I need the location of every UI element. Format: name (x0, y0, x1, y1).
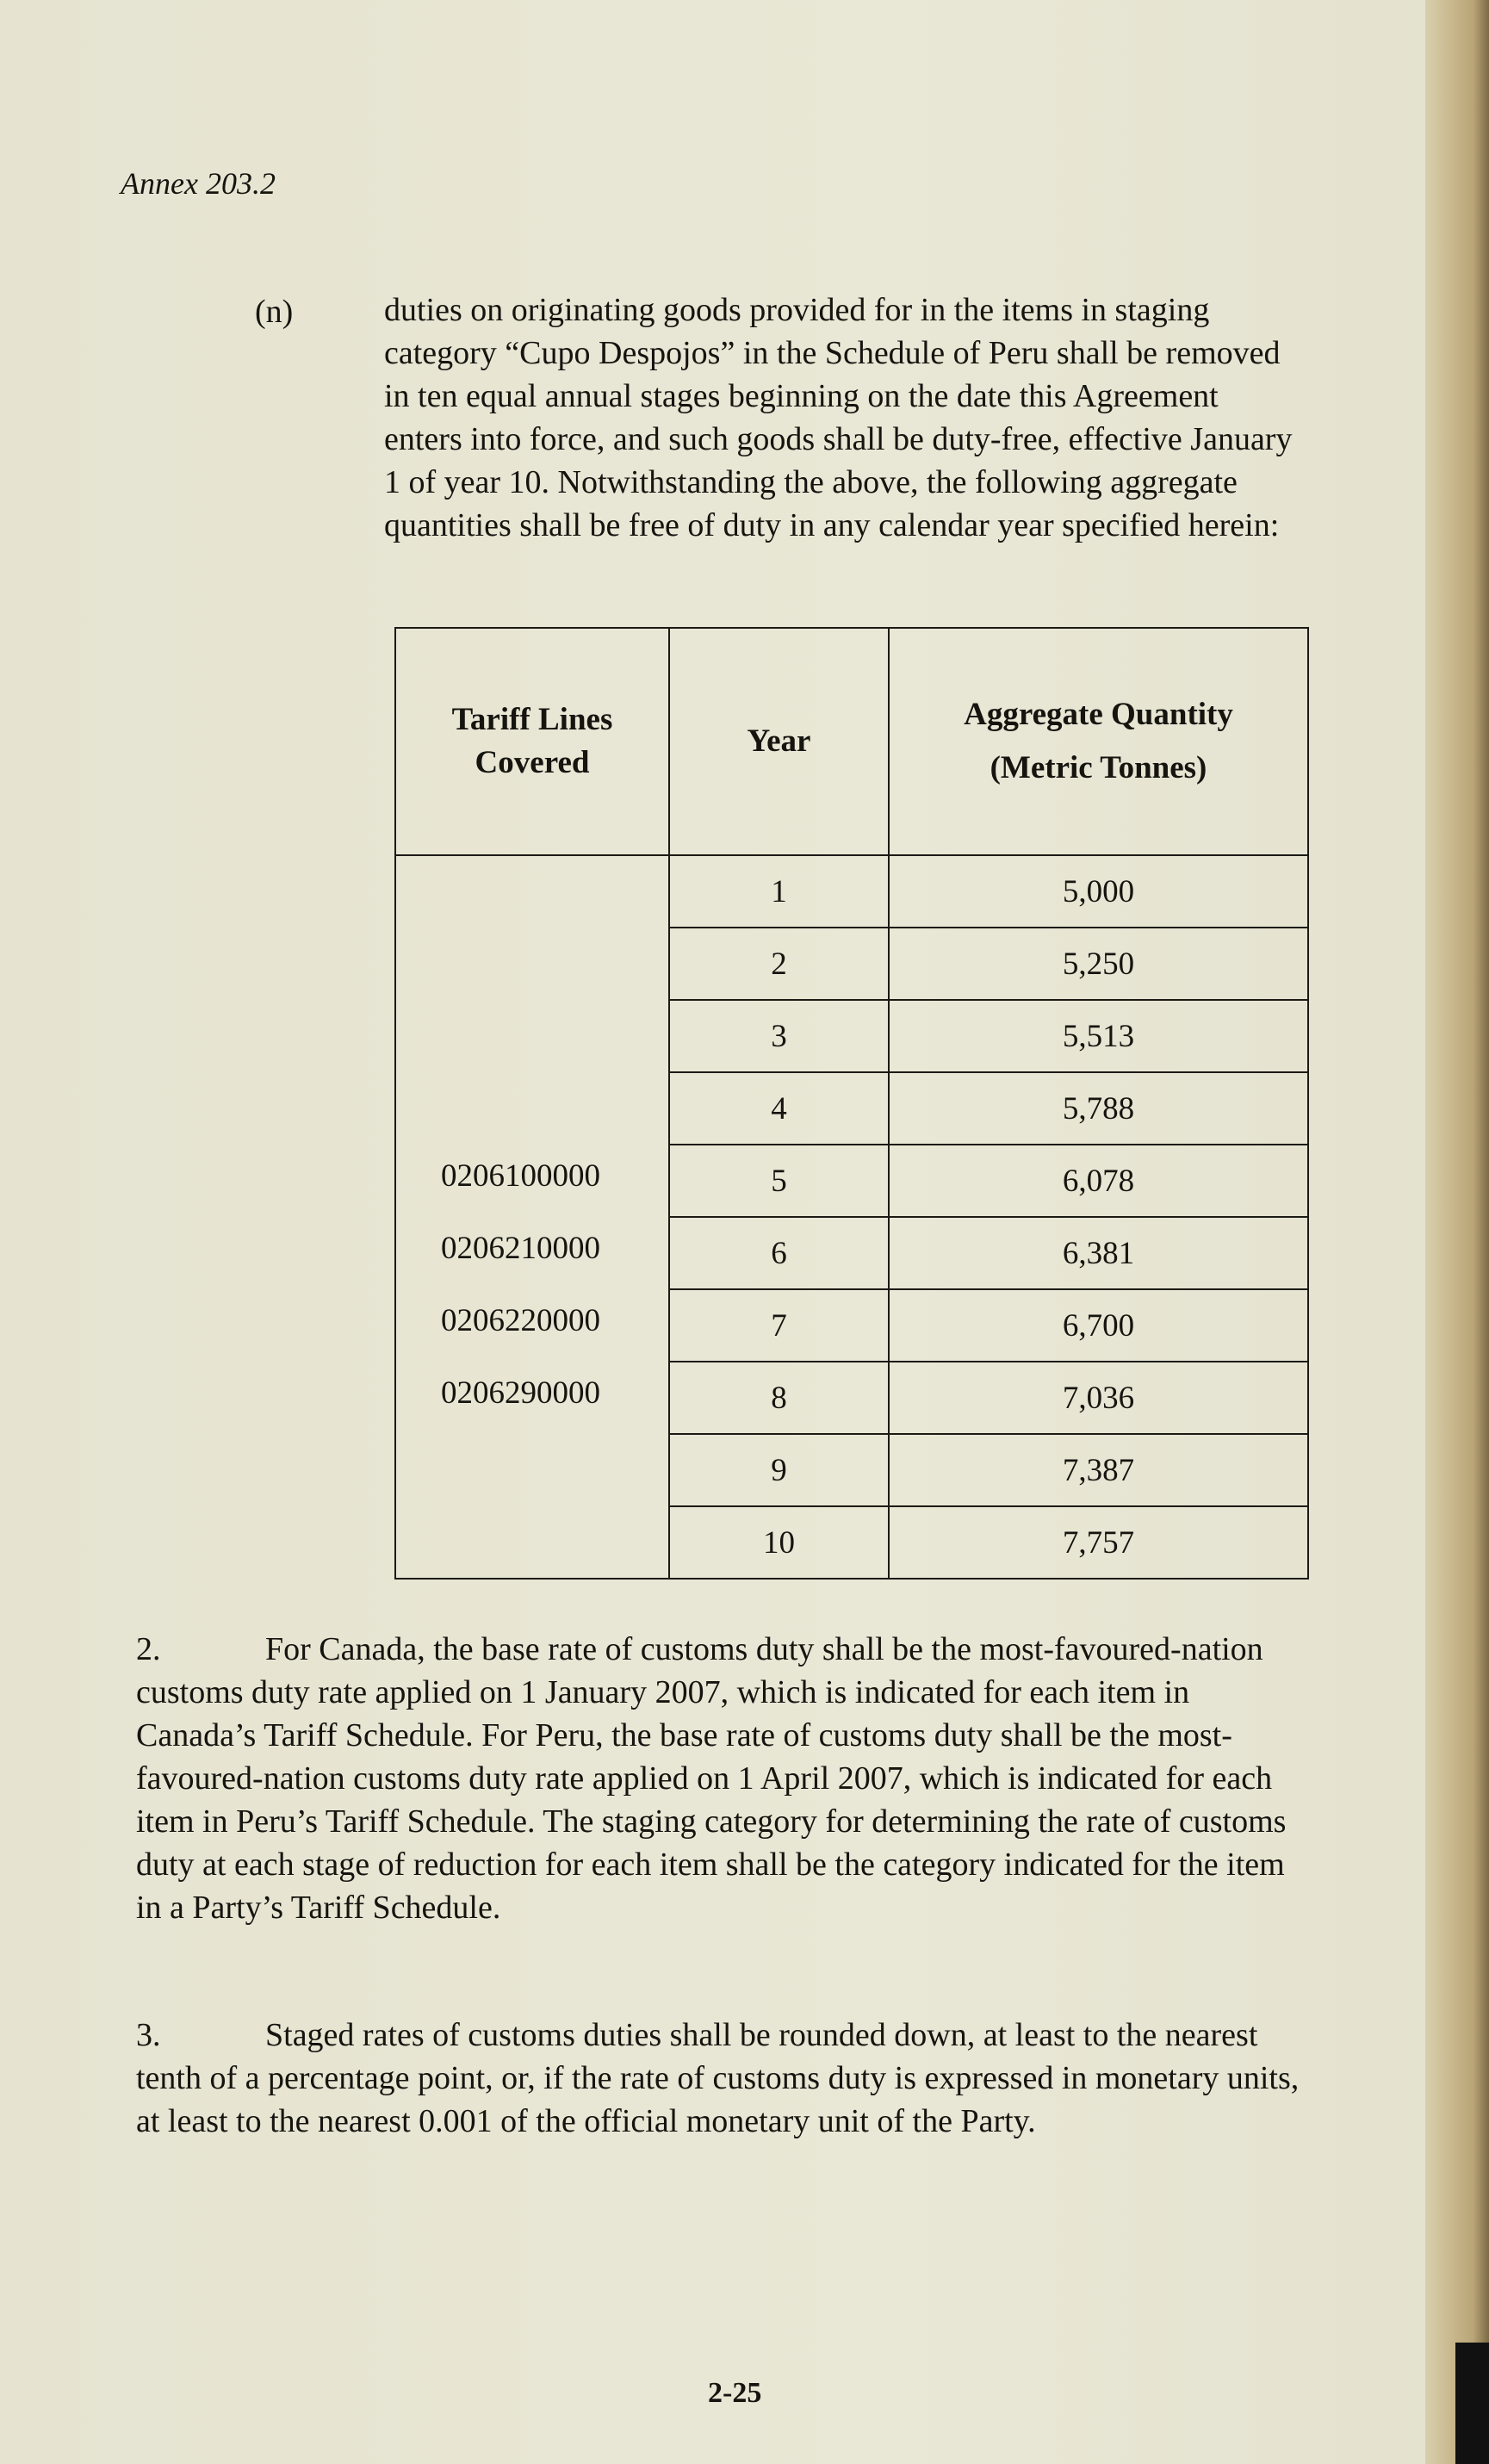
quantity-cell: 5,513 (889, 1000, 1308, 1072)
tariff-line: 0206100000 (441, 1158, 600, 1194)
year-cell: 8 (669, 1362, 889, 1434)
header-year: Year (669, 628, 889, 855)
tariff-line: 0206220000 (441, 1303, 600, 1338)
year-cell: 7 (669, 1289, 889, 1362)
item-n-text: duties on originating goods provided for in the items in staging category “Cupo Despojos” in the Schedule of Peru shall be removed in ten equal annual stages beginning on the date this Agreement enters into force, and such goods shall be duty-free, effective January 1 of year 10. Notwithstanding the above, the following aggregate quantities shall be free of duty in any calendar year specified herein: (384, 292, 1293, 543)
year-cell: 9 (669, 1434, 889, 1506)
header-aggregate-quantity-text: Aggregate Quantity (Metric Tonnes) (964, 697, 1233, 785)
paragraph-2-number: 2. (136, 1631, 161, 1667)
table-header-row (395, 628, 1308, 855)
year-cell: 3 (669, 1000, 889, 1072)
book-spine-edge (1425, 0, 1489, 2464)
header-tariff-lines (395, 628, 669, 855)
page-number: 2-25 (708, 2377, 762, 2409)
quantity-cell: 7,387 (889, 1434, 1308, 1506)
quantity-cell: 5,000 (889, 855, 1308, 928)
paragraph-2-text: For Canada, the base rate of customs duty shall be the most-favoured-nation customs duty rate applied on 1 January 2007, which is indicated for each item in Canada’s Tariff Schedule. For Peru, the base rate of customs duty shall be the most-favoured-nation customs duty rate applied on 1 April 2007, which is indicated for each item in Peru’s Tariff Schedule. The staging category for determining the rate of customs duty at each stage of reduction for each item shall be the category indicated for the item in a Party’s Tariff Schedule. (136, 1631, 1287, 1926)
paragraph-3-text: Staged rates of customs duties shall be rounded down, at least to the nearest tenth of a percentage point, or, if the rate of customs duty is expressed in monetary units, at least to the nearest 0.001 of the official monetary unit of the Party. (136, 2017, 1300, 2139)
year-cell: 5 (669, 1145, 889, 1217)
tariff-line: 0206290000 (441, 1375, 600, 1411)
quantity-cell: 6,381 (889, 1217, 1308, 1289)
quantity-cell: 5,788 (889, 1072, 1308, 1145)
header-aggregate-quantity (889, 628, 1308, 855)
item-n-label: (n) (255, 294, 294, 330)
paragraph-2 (136, 1628, 1309, 1929)
year-cell: 6 (669, 1217, 889, 1289)
annex-header: Annex 203.2 (121, 166, 276, 201)
quantity-cell: 5,250 (889, 928, 1308, 1000)
quantity-cell: 7,757 (889, 1506, 1308, 1579)
year-cell: 2 (669, 928, 889, 1000)
tariff-lines-cell (395, 855, 669, 1579)
year-cell: 1 (669, 855, 889, 928)
paragraph-3-number: 3. (136, 2017, 161, 2053)
year-cell: 4 (669, 1072, 889, 1145)
tariff-line: 0206210000 (441, 1231, 600, 1266)
book-binding-shadow (1455, 2343, 1489, 2464)
quantity-cell: 7,036 (889, 1362, 1308, 1434)
quantity-cell: 6,078 (889, 1145, 1308, 1217)
aggregate-quantity-table (394, 627, 1309, 1580)
tariff-lines-list (441, 856, 668, 1430)
quantity-cell: 6,700 (889, 1289, 1308, 1362)
table-row (395, 855, 1308, 928)
table-body (395, 855, 1308, 1579)
year-cell: 10 (669, 1506, 889, 1579)
header-tariff-lines-text: Tariff Lines Covered (451, 702, 613, 780)
paragraph-3 (136, 2014, 1309, 2143)
